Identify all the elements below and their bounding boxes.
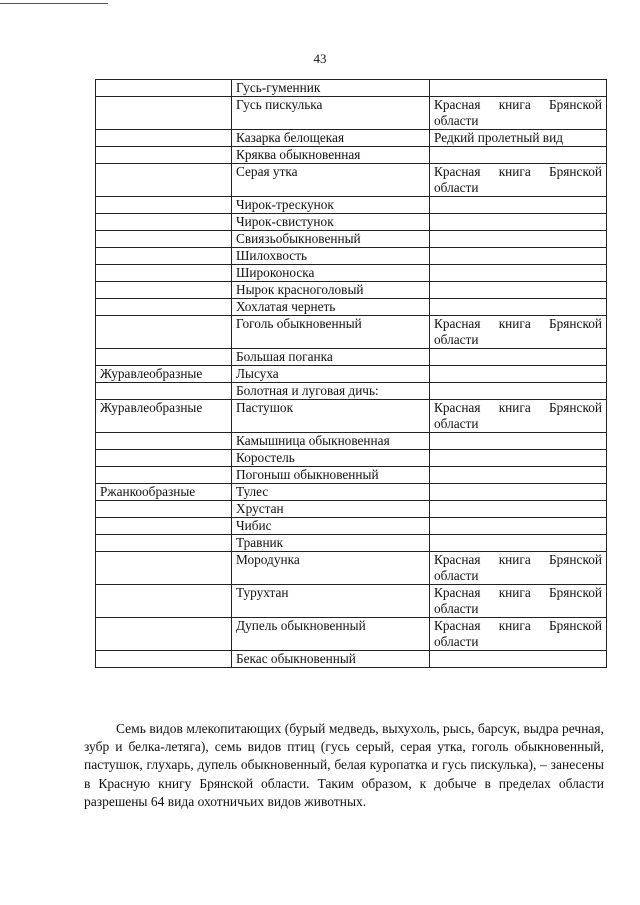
table-row — [96, 349, 607, 366]
species-cell: Гоголь обыкновенный — [232, 316, 430, 349]
order-cell — [96, 197, 232, 214]
table-row — [96, 618, 607, 651]
status-cell — [430, 651, 607, 668]
order-cell — [96, 349, 232, 366]
species-cell: Травник — [232, 535, 430, 552]
order-cell: Журавлеобразные — [96, 400, 232, 433]
order-cell — [96, 518, 232, 535]
status-cell — [430, 265, 607, 282]
species-cell: Чибис — [232, 518, 430, 535]
table-row — [96, 467, 607, 484]
species-cell: Шилохвость — [232, 248, 430, 265]
table-row — [96, 651, 607, 668]
order-cell — [96, 80, 232, 97]
status-cell — [430, 467, 607, 484]
order-cell — [96, 316, 232, 349]
status-cell — [430, 518, 607, 535]
species-cell: Чирок-трескунок — [232, 197, 430, 214]
order-cell: Ржанкообразные — [96, 484, 232, 501]
species-cell: Серая утка — [232, 164, 430, 197]
status-cell — [430, 349, 607, 366]
species-cell: Турухтан — [232, 585, 430, 618]
table-row — [96, 450, 607, 467]
status-cell: Красная книга Брянской области — [430, 97, 607, 130]
species-cell: Кряква обыкновенная — [232, 147, 430, 164]
species-cell: Хохлатая чернеть — [232, 299, 430, 316]
species-cell: Гусь пискулька — [232, 97, 430, 130]
status-cell — [430, 501, 607, 518]
table-row — [96, 214, 607, 231]
table-row — [96, 518, 607, 535]
status-cell: Красная книга Брянской области — [430, 585, 607, 618]
order-cell — [96, 383, 232, 400]
table-row — [96, 147, 607, 164]
status-cell — [430, 214, 607, 231]
species-cell: Лысуха — [232, 366, 430, 383]
table-row — [96, 501, 607, 518]
species-cell: Болотная и луговая дичь: — [232, 383, 430, 400]
status-cell: Красная книга Брянской области — [430, 552, 607, 585]
species-cell: Хрустан — [232, 501, 430, 518]
table-row — [96, 585, 607, 618]
species-cell: Чирок-свистунок — [232, 214, 430, 231]
order-cell — [96, 433, 232, 450]
order-cell — [96, 147, 232, 164]
order-cell — [96, 282, 232, 299]
species-cell: Свиязьобыкновенный — [232, 231, 430, 248]
species-cell: Погоныш обыкновенный — [232, 467, 430, 484]
status-cell — [430, 535, 607, 552]
status-cell — [430, 433, 607, 450]
table-row — [96, 366, 607, 383]
order-cell — [96, 214, 232, 231]
status-cell: Красная книга Брянской области — [430, 316, 607, 349]
table-row — [96, 80, 607, 97]
species-cell: Камышница обыкновенная — [232, 433, 430, 450]
order-cell — [96, 97, 232, 130]
scan-corner-mark — [0, 0, 108, 4]
table-row — [96, 552, 607, 585]
table-row — [96, 484, 607, 501]
species-cell: Коростель — [232, 450, 430, 467]
table-row — [96, 299, 607, 316]
order-cell — [96, 299, 232, 316]
status-cell — [430, 248, 607, 265]
status-cell — [430, 80, 607, 97]
status-cell — [430, 383, 607, 400]
status-cell: Красная книга Брянской области — [430, 164, 607, 197]
table-row — [96, 130, 607, 147]
status-cell — [430, 450, 607, 467]
page-number: 43 — [313, 51, 327, 66]
order-cell — [96, 450, 232, 467]
order-cell — [96, 467, 232, 484]
status-cell — [430, 484, 607, 501]
species-cell: Бекас обыкновенный — [232, 651, 430, 668]
species-cell: Пастушок — [232, 400, 430, 433]
order-cell: Журавлеобразные — [96, 366, 232, 383]
status-cell: Красная книга Брянской области — [430, 400, 607, 433]
status-cell — [430, 197, 607, 214]
species-cell: Широконоска — [232, 265, 430, 282]
species-cell: Тулес — [232, 484, 430, 501]
status-cell — [430, 299, 607, 316]
status-cell — [430, 231, 607, 248]
table-row — [96, 433, 607, 450]
table-row — [96, 316, 607, 349]
species-cell: Казарка белощекая — [232, 130, 430, 147]
table-row — [96, 282, 607, 299]
table-row — [96, 97, 607, 130]
order-cell — [96, 552, 232, 585]
order-cell — [96, 164, 232, 197]
order-cell — [96, 535, 232, 552]
table-row — [96, 383, 607, 400]
table-row — [96, 164, 607, 197]
species-cell: Большая поганка — [232, 349, 430, 366]
order-cell — [96, 265, 232, 282]
order-cell — [96, 501, 232, 518]
status-cell: Редкий пролетный вид — [430, 130, 607, 147]
species-cell: Дупель обыкновенный — [232, 618, 430, 651]
species-cell: Мородунка — [232, 552, 430, 585]
order-cell — [96, 651, 232, 668]
status-cell — [430, 366, 607, 383]
status-cell — [430, 147, 607, 164]
order-cell — [96, 231, 232, 248]
species-cell: Гусь-гуменник — [232, 80, 430, 97]
order-cell — [96, 130, 232, 147]
species-table — [95, 79, 607, 668]
species-cell: Нырок красноголовый — [232, 282, 430, 299]
table-row — [96, 535, 607, 552]
order-cell — [96, 618, 232, 651]
summary-paragraph: Семь видов млекопитающих (бурый медведь, выхухоль, рысь, барсук, выдра речная, зубр и белка-летяга), семь видов птиц (гусь серый, серая утка, гоголь обыкновенный, пастушок, глухарь, дупель обыкновенный, белая куропатка и гусь пискулька), – занесены в Красную книгу Брянской области. Таким образом, к добыче в пределах области разрешены 64 вида охотничьих видов животных. — [84, 721, 604, 809]
species-table-body — [96, 80, 607, 668]
order-cell — [96, 585, 232, 618]
table-row — [96, 197, 607, 214]
table-row — [96, 400, 607, 433]
order-cell — [96, 248, 232, 265]
table-row — [96, 265, 607, 282]
table-row — [96, 248, 607, 265]
status-cell — [430, 282, 607, 299]
status-cell: Красная книга Брянской области — [430, 618, 607, 651]
table-row — [96, 231, 607, 248]
